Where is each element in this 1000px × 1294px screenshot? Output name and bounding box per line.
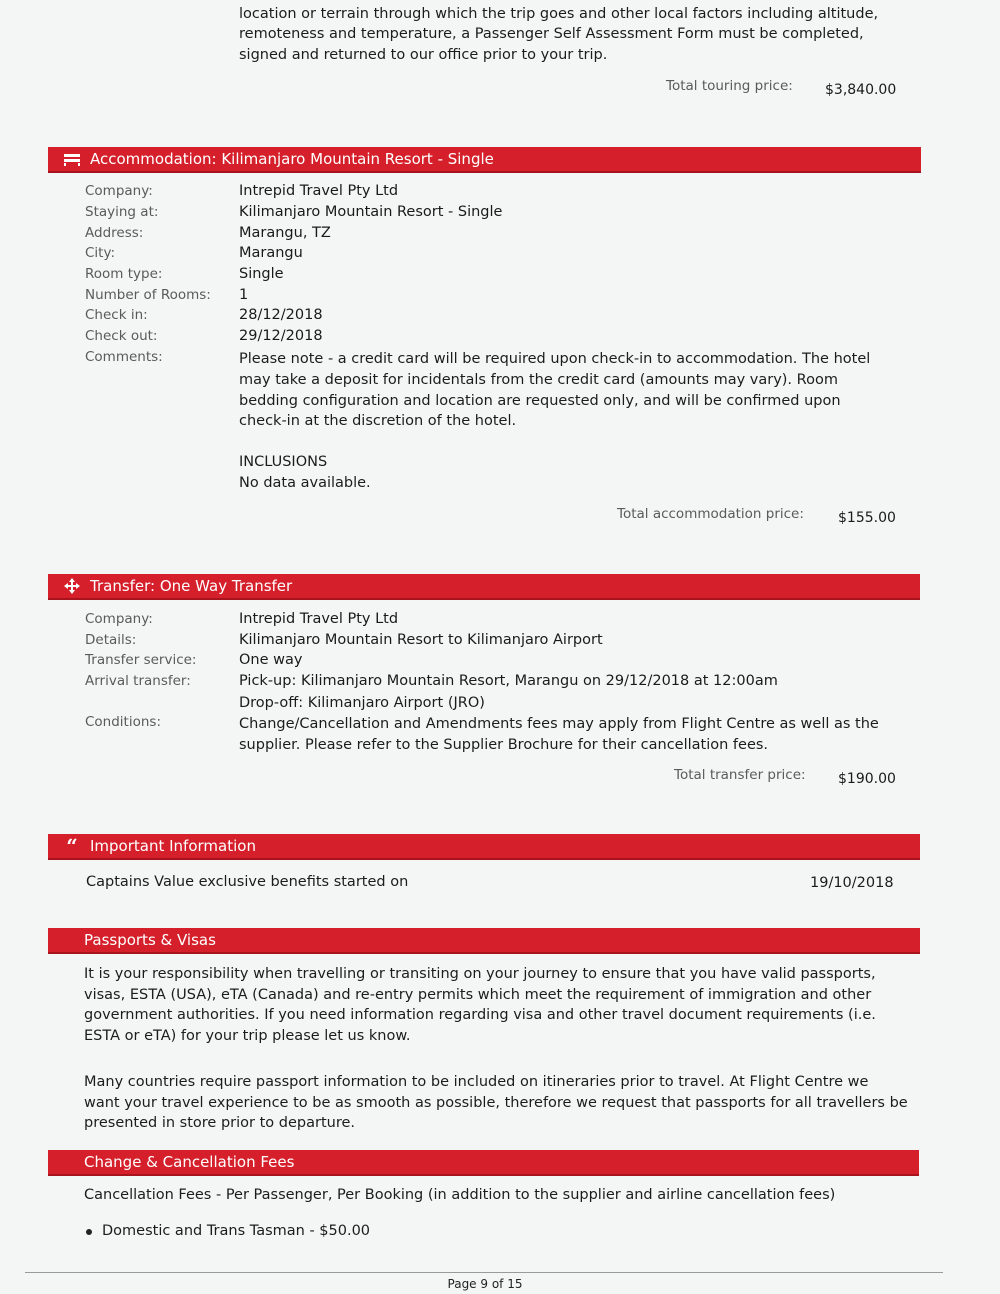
- conditions-line-2: supplier. Please refer to the Supplier Brochure for their cancellation fees.: [239, 737, 769, 753]
- field-value: Single: [239, 266, 284, 282]
- touring-note-line-2: remoteness and temperature, a Passenger Self Assessment Form must be completed,: [239, 26, 864, 42]
- field-value: Pick-up: Kilimanjaro Mountain Resort, Marangu on 29/12/2018 at 12:00am: [239, 673, 778, 689]
- transfer-row-details: [85, 632, 905, 652]
- transfer-row-company: [85, 611, 905, 631]
- transfer-dropoff: Drop-off: Kilimanjaro Airport (JRO): [239, 695, 485, 711]
- field-label: Address:: [85, 225, 144, 241]
- field-label: Transfer service:: [85, 652, 197, 668]
- total-transfer-value: $190.00: [838, 771, 896, 787]
- accommodation-row-address: [85, 225, 905, 245]
- comments-line-3: bedding configuration and location are requested only, and will be confirmed upon: [239, 393, 841, 409]
- accommodation-row-number-of-rooms: [85, 287, 905, 307]
- transfer-arrows-icon: [62, 577, 82, 595]
- comments-line-4: check-in at the discretion of the hotel.: [239, 413, 517, 429]
- total-accommodation-label: Total accommodation price:: [617, 506, 804, 522]
- field-value: Kilimanjaro Mountain Resort to Kilimanjaro Airport: [239, 632, 603, 648]
- passports-para1-line-4: ESTA or eTA) for your trip please let us know.: [84, 1028, 411, 1044]
- accommodation-row-city: [85, 245, 905, 265]
- field-label: Staying at:: [85, 204, 159, 220]
- conditions-label: Conditions:: [85, 714, 162, 730]
- transfer-header: [48, 574, 920, 600]
- field-label: Room type:: [85, 266, 163, 282]
- field-label: Number of Rooms:: [85, 287, 211, 303]
- passports-para2-line-1: Many countries require passport information to be included on itineraries prior to travel. At Flight Centre we: [84, 1074, 869, 1090]
- important-info-text: Captains Value exclusive benefits started on: [86, 874, 409, 890]
- transfer-title: Transfer: One Way Transfer: [90, 577, 293, 595]
- field-value: Marangu, TZ: [239, 225, 331, 241]
- passports-visas-header: [48, 928, 920, 954]
- accommodation-row-company: [85, 183, 905, 203]
- field-label: City:: [85, 245, 116, 261]
- footer-divider: [25, 1272, 943, 1273]
- cancellation-item: Domestic and Trans Tasman - $50.00: [102, 1223, 371, 1239]
- transfer-row-service: [85, 652, 905, 672]
- comments-label: Comments:: [85, 349, 163, 365]
- field-value: Intrepid Travel Pty Ltd: [239, 611, 399, 627]
- important-info-date: 19/10/2018: [810, 875, 894, 891]
- field-value: One way: [239, 652, 303, 668]
- cancellation-fees-header: [48, 1150, 919, 1176]
- quote-icon: “: [66, 834, 78, 858]
- passports-para1-line-3: government authorities. If you need information regarding visa and other travel document requirements (i.e.: [84, 1007, 876, 1023]
- field-label: Details:: [85, 632, 137, 648]
- comments-line-2: may take a deposit for incidentals from the credit card (amounts may vary). Room: [239, 372, 838, 388]
- conditions-line-1: Change/Cancellation and Amendments fees may apply from Flight Centre as well as the: [239, 716, 879, 732]
- cancellation-fees-heading: Cancellation Fees - Per Passenger, Per Booking (in addition to the supplier and airline cancellation fees): [84, 1187, 836, 1203]
- accommodation-row-staying-at: [85, 204, 905, 224]
- total-touring-label: Total touring price:: [666, 78, 793, 94]
- accommodation-row-check-out: [85, 328, 905, 348]
- field-value: Intrepid Travel Pty Ltd: [239, 183, 399, 199]
- field-label: Arrival transfer:: [85, 673, 191, 689]
- total-accommodation-value: $155.00: [838, 510, 896, 526]
- accommodation-row-check-in: [85, 307, 905, 327]
- passports-para2-line-2: want your travel experience to be as smooth as possible, therefore we request that passports for all travellers be: [84, 1095, 908, 1111]
- total-transfer-label: Total transfer price:: [674, 767, 806, 783]
- field-label: Company:: [85, 183, 153, 199]
- touring-note-line-1: location or terrain through which the trip goes and other local factors including altitude,: [239, 6, 879, 22]
- important-info-title: Important Information: [90, 837, 256, 855]
- bullet-dot: [86, 1229, 92, 1235]
- field-value: 28/12/2018: [239, 307, 323, 323]
- important-info-header: [48, 834, 920, 860]
- bed-icon: [62, 150, 82, 168]
- field-value: Kilimanjaro Mountain Resort - Single: [239, 204, 503, 220]
- inclusions-heading: INCLUSIONS: [239, 454, 328, 470]
- passports-visas-title: Passports & Visas: [84, 931, 216, 949]
- transfer-row-arrival: [85, 673, 905, 693]
- field-value: 1: [239, 287, 249, 303]
- passports-para1-line-1: It is your responsibility when travelling or transiting on your journey to ensure that you have valid passports,: [84, 966, 876, 982]
- passports-para2-line-3: presented in store prior to departure.: [84, 1115, 355, 1131]
- passports-para1-line-2: visas, ESTA (USA), eTA (Canada) and re-entry permits which meet the requirement of immigration and other: [84, 987, 872, 1003]
- field-value: Marangu: [239, 245, 303, 261]
- accommodation-row-room-type: [85, 266, 905, 286]
- cancellation-fees-title: Change & Cancellation Fees: [84, 1153, 295, 1171]
- accommodation-title: Accommodation: Kilimanjaro Mountain Resort - Single: [90, 150, 494, 168]
- total-touring-value: $3,840.00: [825, 82, 897, 98]
- accommodation-header: [48, 147, 921, 173]
- field-label: Check out:: [85, 328, 158, 344]
- inclusions-text: No data available.: [239, 475, 371, 491]
- field-label: Check in:: [85, 307, 148, 323]
- touring-note-line-3: signed and returned to our office prior to your trip.: [239, 47, 608, 63]
- page-number: Page 9 of 15: [447, 1277, 523, 1291]
- field-label: Company:: [85, 611, 153, 627]
- comments-line-1: Please note - a credit card will be required upon check-in to accommodation. The hotel: [239, 351, 871, 367]
- field-value: 29/12/2018: [239, 328, 323, 344]
